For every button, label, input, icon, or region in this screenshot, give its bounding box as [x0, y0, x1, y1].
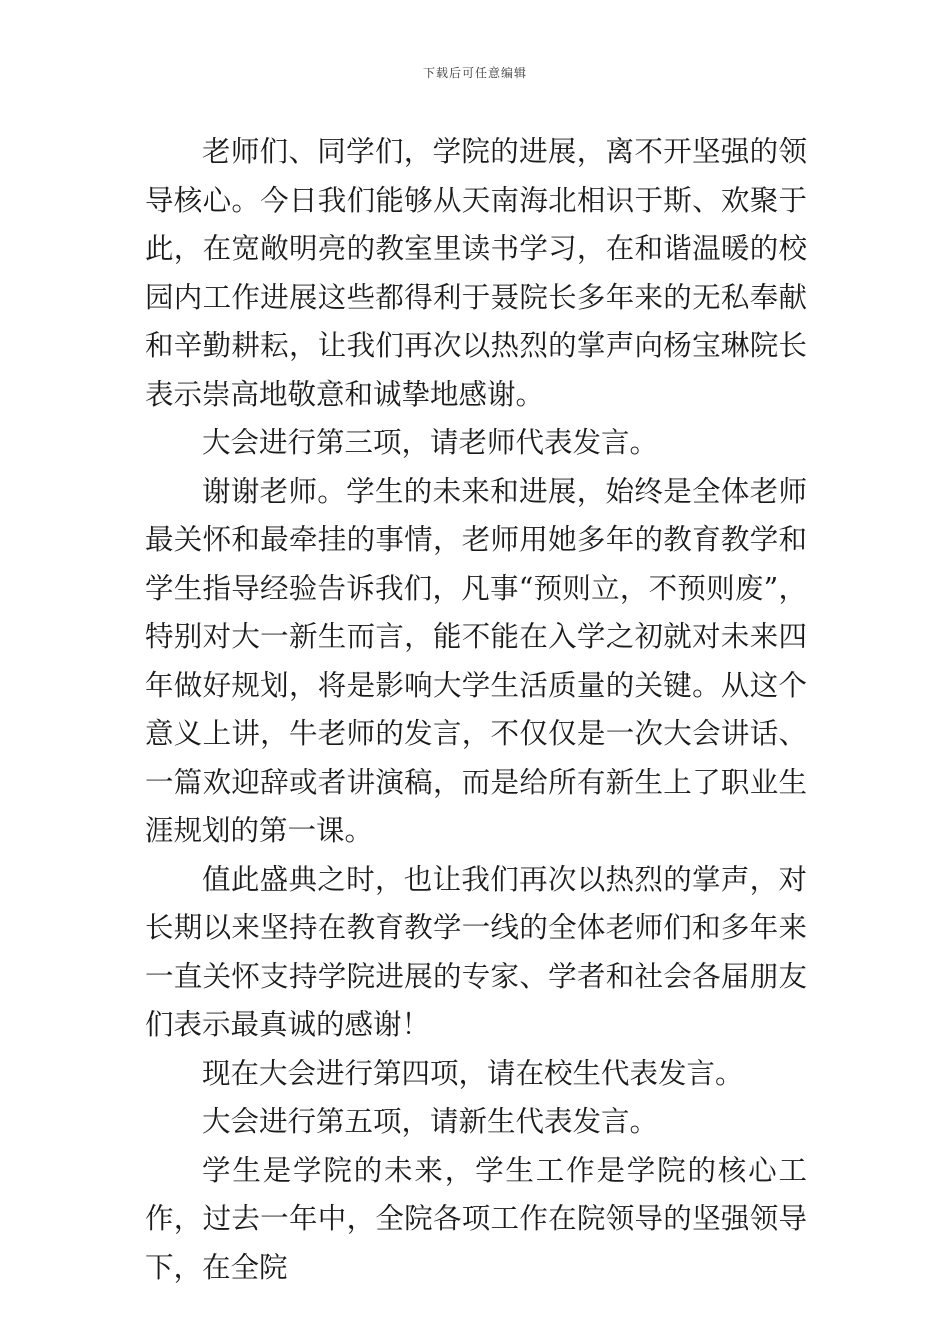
paragraph-ceremony-thanks: 值此盛典之时，也让我们再次以热烈的掌声，对长期以来坚持在教育教学一线的全体老师们和多年来一直关怀支持学院进展的专家、学者和社会各届朋友们表示最真诚的感谢！	[145, 862, 807, 1041]
page-header: 下载后可任意编辑	[422, 66, 527, 80]
paragraph-item-four: 现在大会进行第四项，请在校生代表发言。	[202, 1056, 744, 1090]
paragraph-student-work: 学生是学院的未来，学生工作是学院的核心工作，过去一年中，全院各项工作在院领导的坚强领导下，在全院	[145, 1153, 807, 1284]
document-body	[145, 128, 807, 1292]
paragraph-item-five: 大会进行第五项，请新生代表发言。	[202, 1105, 659, 1138]
paragraph-item-three: 大会进行第三项，请老师代表发言。	[202, 426, 659, 459]
paragraph-leadership: 老师们、同学们，学院的进展，离不开坚强的领导核心。今日我们能够从天南海北相识于斯、欢聚于此，在宽敞明亮的教室里读书学习，在和谐温暖的校园内工作进展这些都得利于聂院长多年来的无私奉献和辛勤耕耘，让我们再次以热烈的掌声向杨宝琳院长表示崇高地敬意和诚挚地感谢。	[145, 135, 807, 411]
paragraph-thanks-teacher: 谢谢老师。学生的未来和进展，始终是全体老师最关怀和最牵挂的事情，老师用她多年的教育教学和学生指导经验告诉我们，凡事“预则立，不预则废”，特别对大一新生而言，能不能在入学之初就对未来四年做好规划，将是影响大学生活质量的关键。从这个意义上讲，牛老师的发言，不仅仅是一次大会讲话、一篇欢迎辞或者讲演稿，而是给所有新生上了职业生涯规划的第一课。	[145, 474, 807, 847]
